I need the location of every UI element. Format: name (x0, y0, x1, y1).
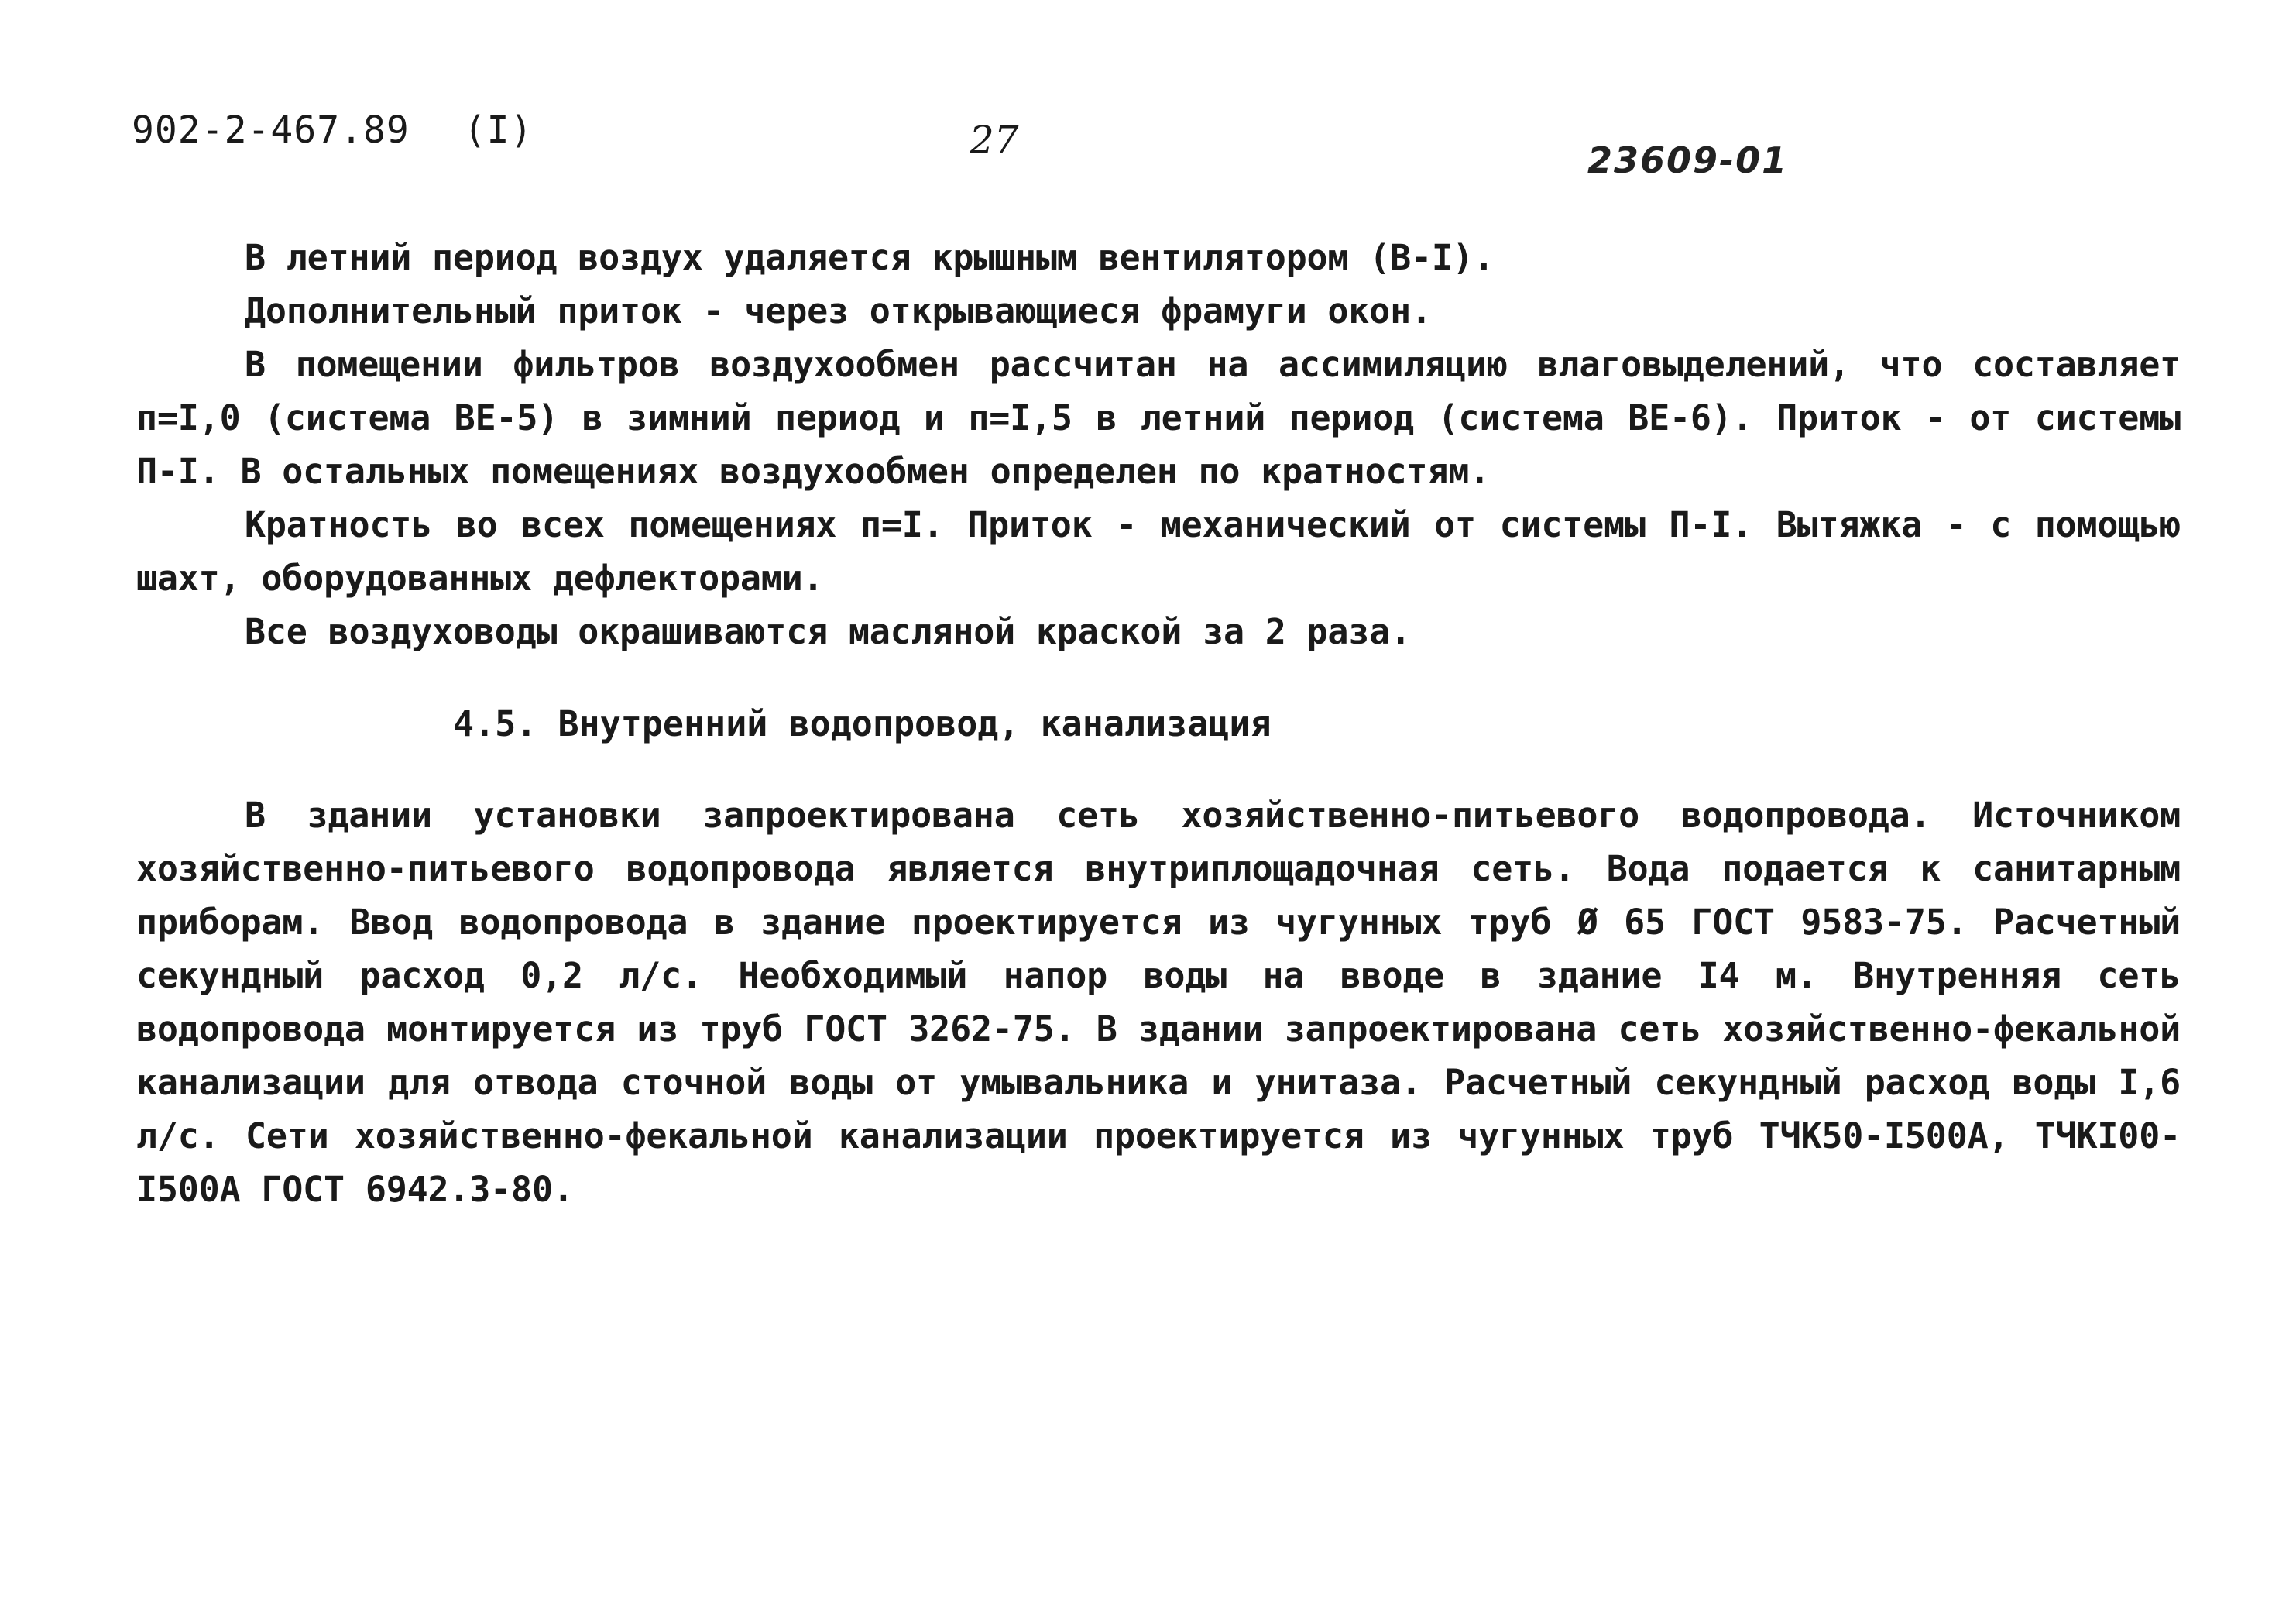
document-part: (I) (463, 108, 534, 152)
section-heading: 4.5. Внутренний водопровод, канализация (453, 703, 1272, 744)
paragraph: Все воздуховоды окрашиваются масляной краской за 2 раза. (245, 611, 1411, 652)
paragraph: Кратность во всех помещениях п=I. Приток - механический от системы П-I. Вытяжка - с помощью шахт, оборудованных дефлекторами. (136, 504, 2181, 599)
ventilation-text-block (136, 231, 2181, 658)
archive-number: 23609-01 (1587, 139, 1789, 181)
paragraph: В здании установки запроектирована сеть хозяйственно-питьевого водопровода. Источником хозяйственно-питьевого водопровода является внутриплощадочная сеть. Вода подается к санитарным приборам. Ввод водопровода в здание проектируется из чугунных труб Ø 65 ГОСТ 9583-75. Расчетный секундный расход 0,2 л/с. Необходимый напор воды на вводе в здание I4 м. Внутренняя сеть водопровода монтируется из труб ГОСТ 3262-75. В здании запроектирована сеть хозяйственно-фекальной канализации для отвода сточной воды от умывальника и унитаза. Расчетный секундный расход воды I,6 л/с. Сети хозяйственно-фекальной канализации проектируется из чугунных труб ТЧК50-I500А, ТЧКI00-I500А ГОСТ 6942.3-80. (136, 795, 2181, 1210)
document-code (132, 108, 533, 152)
document-code-number: 902-2-467.89 (132, 108, 410, 152)
paragraph: В летний период воздух удаляется крышным вентилятором (В-I). (245, 237, 1495, 278)
page-number: 27 (970, 118, 1019, 163)
paragraph: Дополнительный приток - через открывающиеся фрамуги окон. (245, 290, 1432, 332)
water-supply-text-block (136, 788, 2181, 1216)
paragraph: В помещении фильтров воздухообмен рассчитан на ассимиляцию влаговыделений, что составляет п=I,0 (система ВЕ-5) в зимний период и п=I,5 в летний период (система ВЕ-6). Приток - от системы П-I. В остальных помещениях воздухообмен определен по кратностям. (136, 344, 2181, 492)
